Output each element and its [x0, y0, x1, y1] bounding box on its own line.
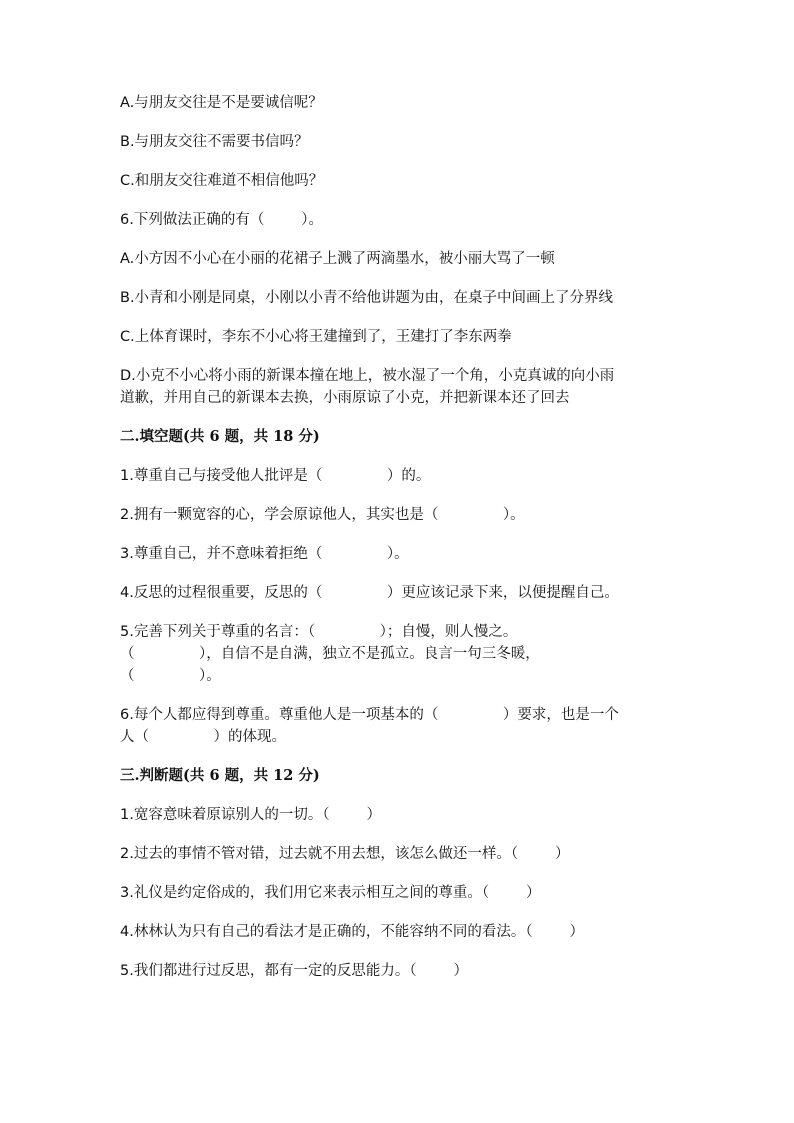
section-fill-in-title: 二.填空题(共 6 题，共 18 分): [120, 428, 320, 445]
q6-option-d-line1: D.小克不小心将小雨的新课本撞在地上，被水湿了一个角，小克真诚的向小雨: [120, 368, 615, 384]
judge-q3: 3.礼仪是约定俗成的，我们用它来表示相互之间的尊重。（ ）: [120, 885, 541, 901]
judge-q2: 2.过去的事情不管对错，过去就不用去想，该怎么做还一样。（ ）: [120, 846, 570, 862]
fill-q5-line2: （ ），自信不是自满，独立不是孤立。良言一句三冬暖，: [120, 646, 540, 662]
q5-option-c: C.和朋友交往难道不相信他吗？: [120, 173, 324, 189]
judge-q1: 1.宽容意味着原谅别人的一切。（ ）: [120, 807, 381, 823]
fill-q5-line1: 5.完善下列关于尊重的名言：（ ）；自慢，则人慢之。: [120, 624, 518, 640]
q5-option-a: A.与朋友交往是不是要诚信呢？: [120, 95, 323, 111]
fill-q5-line3: （ ）。: [120, 668, 221, 684]
fill-q6-line1: 6.每个人都应得到尊重。尊重他人是一项基本的（ ）要求，也是一个: [120, 707, 619, 723]
fill-q4: 4.反思的过程很重要，反思的（ ）更应该记录下来，以便提醒自己。: [120, 585, 619, 601]
fill-q6-line2: 人（ ）的体现。: [120, 729, 287, 745]
judge-q5: 5.我们都进行过反思，都有一定的反思能力。（ ）: [120, 963, 468, 979]
q6-option-d-line2: 道歉，并用自己的新课本去换，小雨原谅了小克，并把新课本还了回去: [120, 390, 570, 406]
fill-q3: 3.尊重自己，并不意味着拒绝（ ）。: [120, 546, 409, 562]
exam-content: [120, 92, 680, 982]
fill-q1: 1.尊重自己与接受他人批评是（ ）的。: [120, 468, 431, 484]
q6-option-b: B.小青和小刚是同桌，小刚以小青不给他讲题为由，在桌子中间画上了分界线: [120, 290, 614, 306]
q6-stem: 6.下列做法正确的有（ ）。: [120, 212, 323, 228]
q6-option-c: C.上体育课时，李东不小心将王建撞到了，王建打了李东两拳: [120, 329, 512, 345]
judge-q4: 4.林林认为只有自己的看法才是正确的，不能容纳不同的看法。（ ）: [120, 924, 584, 940]
q5-option-b: B.与朋友交往不需要书信吗？: [120, 134, 309, 150]
q6-option-a: A.小方因不小心在小丽的花裙子上溅了两滴墨水，被小丽大骂了一顿: [120, 251, 555, 267]
fill-q2: 2.拥有一颗宽容的心，学会原谅他人，其实也是（ ）。: [120, 507, 525, 523]
section-judgment-title: 三.判断题(共 6 题，共 12 分): [120, 767, 320, 784]
